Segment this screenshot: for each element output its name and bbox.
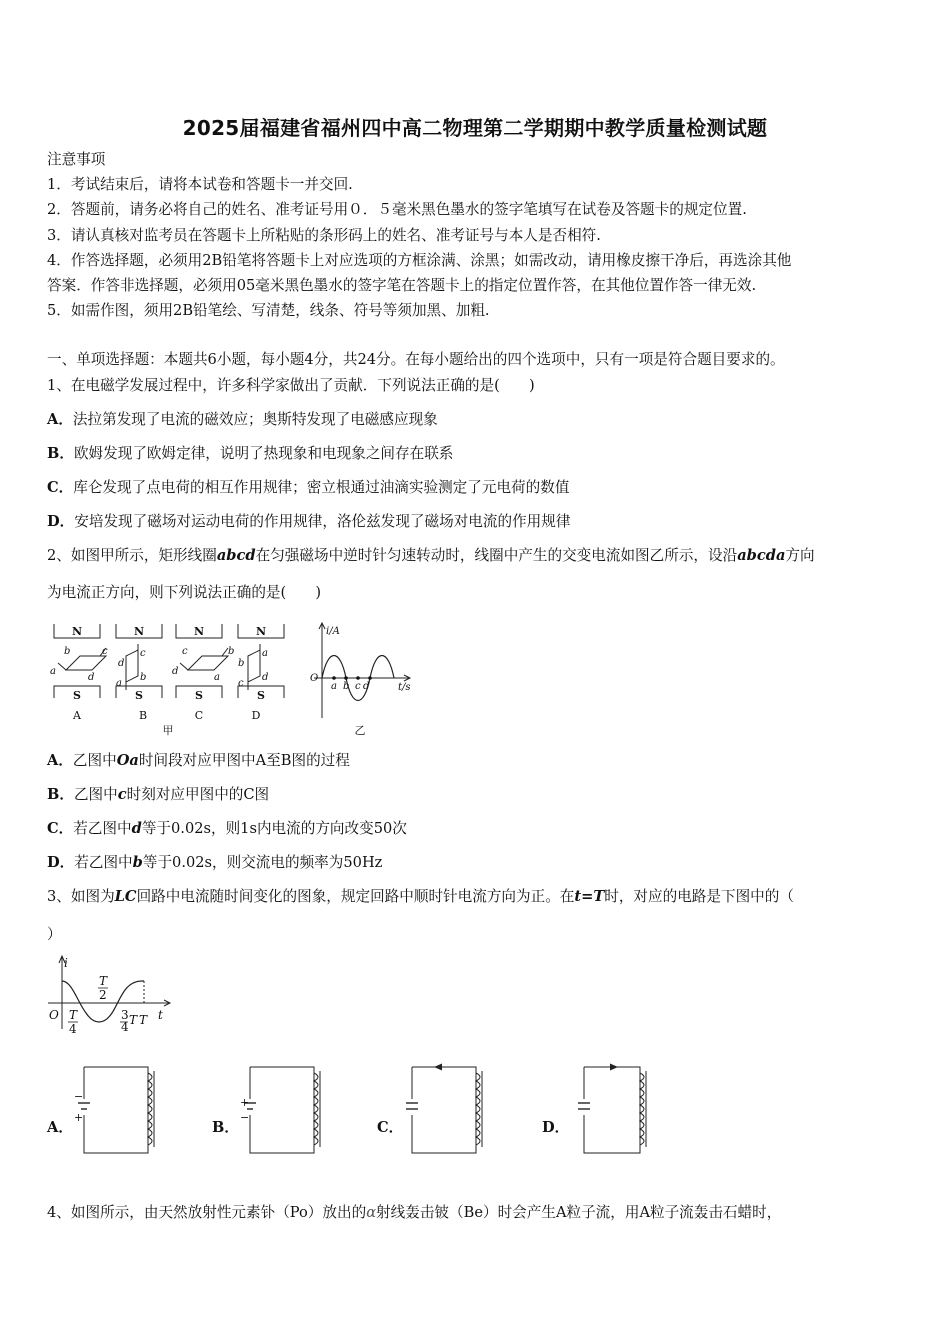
corner-label: b bbox=[64, 646, 71, 657]
stem-var: abcd bbox=[216, 547, 256, 564]
panel-label: A bbox=[73, 709, 81, 722]
stem-var: LC bbox=[114, 888, 137, 905]
question-3-stem bbox=[47, 887, 794, 907]
option-text: 时刻对应甲图中的C图 bbox=[126, 786, 270, 803]
option-label: D． bbox=[47, 513, 75, 530]
panel-label: B bbox=[138, 709, 148, 722]
point-label: a bbox=[331, 681, 337, 692]
magnet-north-label: N bbox=[255, 625, 267, 638]
point-label: c bbox=[355, 681, 361, 692]
corner-label: b bbox=[228, 646, 235, 657]
option-text: 安培发现了磁场对运动电荷的作用规律，洛伦兹发现了磁场对电流的作用规律 bbox=[74, 513, 571, 530]
option-text: 乙图中 bbox=[73, 786, 118, 803]
q3-choice-b-label: B． bbox=[212, 1119, 239, 1136]
graph-origin-label: O bbox=[49, 1008, 59, 1022]
corner-label: a bbox=[214, 672, 220, 683]
option-var: c bbox=[117, 786, 127, 803]
option-var: b bbox=[132, 854, 143, 871]
circuit-a bbox=[70, 1063, 160, 1159]
stem-text: 4、如图所示，由天然放射性元素钋（Po）放出的 bbox=[47, 1204, 367, 1221]
magnet-north-label: N bbox=[133, 625, 145, 638]
corner-label: a bbox=[116, 678, 122, 689]
notice-item: 5．如需作图，须用2B铅笔绘、写清楚，线条、符号等须加黑、加粗. bbox=[47, 302, 490, 319]
point-d-marker bbox=[368, 676, 372, 680]
origin-label: O bbox=[310, 673, 319, 684]
question-4-stem bbox=[47, 1203, 781, 1223]
page-title: 2025届福建省福州四中高二物理第二学期期中教学质量检测试题 bbox=[182, 116, 768, 140]
option-label: A． bbox=[47, 411, 73, 428]
corner-label: d bbox=[172, 666, 179, 677]
magnet-south-label: S bbox=[73, 689, 81, 702]
option-label: B． bbox=[47, 786, 74, 803]
option-text: 欧姆发现了欧姆定律，说明了热现象和电现象之间存在联系 bbox=[73, 445, 454, 462]
section-heading: 一、单项选择题：本题共6小题，每小题4分，共24分。在每小题给出的四个选项中，只有一项是符合题目要求的。 bbox=[47, 351, 785, 368]
option-var: Oa bbox=[116, 752, 139, 769]
magnet-south-label: S bbox=[195, 689, 203, 702]
option-label: D． bbox=[47, 854, 75, 871]
notice-item: 3．请认真核对监考员在答题卡上所粘贴的条形码上的姓名、准考证号与本人是否相符. bbox=[47, 227, 601, 244]
circuit-d bbox=[570, 1063, 660, 1159]
corner-label: c bbox=[238, 678, 244, 689]
stem-text: 3、如图为 bbox=[47, 888, 115, 905]
quarter-period-den: 4 bbox=[69, 1022, 77, 1036]
q2-option-a bbox=[47, 751, 350, 771]
magnet-north-label: N bbox=[193, 625, 205, 638]
q2-option-b bbox=[47, 785, 269, 805]
half-period-num: T bbox=[99, 974, 108, 988]
stem-var: t=T bbox=[574, 888, 605, 905]
q1-option-d bbox=[47, 512, 570, 532]
q1-option-c bbox=[47, 478, 569, 498]
option-text: 库仑发现了点电荷的相互作用规律；密立根通过油滴实验测定了元电荷的数值 bbox=[73, 479, 570, 496]
corner-label: b bbox=[140, 672, 147, 683]
current-arrow-right-icon bbox=[610, 1064, 618, 1071]
point-c-marker bbox=[356, 676, 360, 680]
alpha-symbol: α bbox=[366, 1204, 377, 1221]
point-a-marker bbox=[332, 676, 336, 680]
stem-var: abcda bbox=[737, 547, 786, 564]
notice-item: 4．作答选择题，必须用2B铅笔将答题卡上对应选项的方框涂满、涂黑；如需改动，请用橡皮擦干净后，再选涂其他 bbox=[47, 252, 792, 269]
corner-label: d bbox=[88, 672, 95, 683]
notice-item: 1．考试结束后，请将本试卷和答题卡一并交回. bbox=[47, 176, 353, 193]
three-quarter-t: T bbox=[129, 1013, 138, 1027]
three-quarter-den: 4 bbox=[121, 1020, 129, 1034]
corner-label: c bbox=[182, 646, 188, 657]
stem-text: 回路中电流随时间变化的图象，规定回路中顺时针电流方向为正。在 bbox=[136, 888, 575, 905]
option-label: C． bbox=[47, 820, 74, 837]
circuit-c bbox=[398, 1063, 488, 1159]
option-text: 法拉第发现了电流的磁效应；奥斯特发现了电磁感应现象 bbox=[72, 411, 438, 428]
corner-label: c bbox=[140, 648, 146, 659]
notice-item: 答案．作答非选择题，必须用05毫米黑色墨水的签字笔在答题卡上的指定位置作答，在其他位置作答一律无效. bbox=[47, 277, 757, 294]
point-b-marker bbox=[344, 676, 348, 680]
panel-label: D bbox=[251, 709, 261, 722]
three-quarter-num: 3 bbox=[121, 1008, 129, 1022]
stem-text: 时，对应的电路是下图中的（ bbox=[604, 888, 794, 905]
current-arrow-left-icon bbox=[434, 1064, 442, 1071]
stem-text: 射线轰击铍（Be）时会产生A粒子流，用A粒子流轰击石蜡时， bbox=[376, 1204, 782, 1221]
option-label: B． bbox=[47, 445, 74, 462]
y-axis-label: i/A bbox=[326, 626, 340, 637]
current-waveform-figure bbox=[306, 618, 420, 740]
figure-caption-yi: 乙 bbox=[354, 724, 366, 737]
plus-sign: + bbox=[240, 1096, 250, 1109]
corner-label: d bbox=[262, 672, 269, 683]
option-text: 等于0.02s，则1s内电流的方向改变50次 bbox=[141, 820, 407, 837]
option-var: d bbox=[131, 820, 142, 837]
stem-text: 2、如图甲所示，矩形线圈 bbox=[47, 547, 217, 564]
plus-sign: + bbox=[74, 1111, 84, 1124]
option-text: 若乙图中 bbox=[73, 820, 132, 837]
notice-heading: 注意事项 bbox=[47, 151, 106, 168]
question-2-stem-cont: 为电流正方向，则下列说法正确的是( ) bbox=[47, 584, 322, 601]
half-period-den: 2 bbox=[99, 988, 107, 1002]
q1-option-a bbox=[47, 410, 438, 430]
option-text: 等于0.02s，则交流电的频率为50Hz bbox=[142, 854, 383, 871]
graph-y-label: i bbox=[64, 956, 68, 970]
stem-text: 在匀强磁场中逆时针匀速转动时，线圈中产生的交变电流如图乙所示，设沿 bbox=[255, 547, 738, 564]
q2-option-d bbox=[47, 853, 382, 873]
figure-caption-jia: 甲 bbox=[162, 724, 174, 737]
corner-label: d bbox=[118, 658, 125, 669]
option-label: A． bbox=[47, 752, 73, 769]
option-text: 乙图中 bbox=[72, 752, 117, 769]
minus-sign: − bbox=[240, 1111, 250, 1124]
magnet-north-label: N bbox=[71, 625, 83, 638]
generator-panels-figure bbox=[44, 618, 294, 740]
circuit-b bbox=[236, 1063, 326, 1159]
stem-text: 方向 bbox=[785, 547, 815, 564]
corner-label: a bbox=[262, 648, 268, 659]
lc-current-graph bbox=[44, 953, 178, 1037]
question-1-stem: 1、在电磁学发展过程中，许多科学家做出了贡献．下列说法正确的是( ) bbox=[47, 377, 535, 394]
minus-sign: − bbox=[74, 1090, 84, 1103]
q3-choice-d-label: D． bbox=[542, 1119, 570, 1136]
graph-x-label: t bbox=[158, 1008, 163, 1022]
option-text: 若乙图中 bbox=[74, 854, 133, 871]
corner-label: a bbox=[50, 666, 56, 677]
point-label: b bbox=[343, 681, 350, 692]
corner-label: c bbox=[102, 646, 108, 657]
q2-option-c bbox=[47, 819, 407, 839]
question-2-stem bbox=[47, 546, 815, 566]
question-3-stem-cont: ） bbox=[47, 926, 62, 943]
q1-option-b bbox=[47, 444, 453, 464]
corner-label: b bbox=[238, 658, 245, 669]
magnet-south-label: S bbox=[257, 689, 265, 702]
full-period-label: T bbox=[139, 1013, 148, 1027]
option-text: 时间段对应甲图中A至B图的过程 bbox=[138, 752, 350, 769]
magnet-south-label: S bbox=[135, 689, 143, 702]
panel-label: C bbox=[194, 709, 204, 722]
notice-item: 2．答题前，请务必将自己的姓名、准考证号用０．５毫米黑色墨水的签字笔填写在试卷及答题卡的规定位置. bbox=[47, 201, 747, 218]
option-label: C． bbox=[47, 479, 74, 496]
q3-choice-c-label: C． bbox=[377, 1119, 404, 1136]
q3-choice-a-label: A． bbox=[47, 1119, 73, 1136]
quarter-period-num: T bbox=[69, 1008, 78, 1022]
point-label: d bbox=[363, 681, 370, 692]
x-axis-label: t/s bbox=[398, 682, 411, 693]
